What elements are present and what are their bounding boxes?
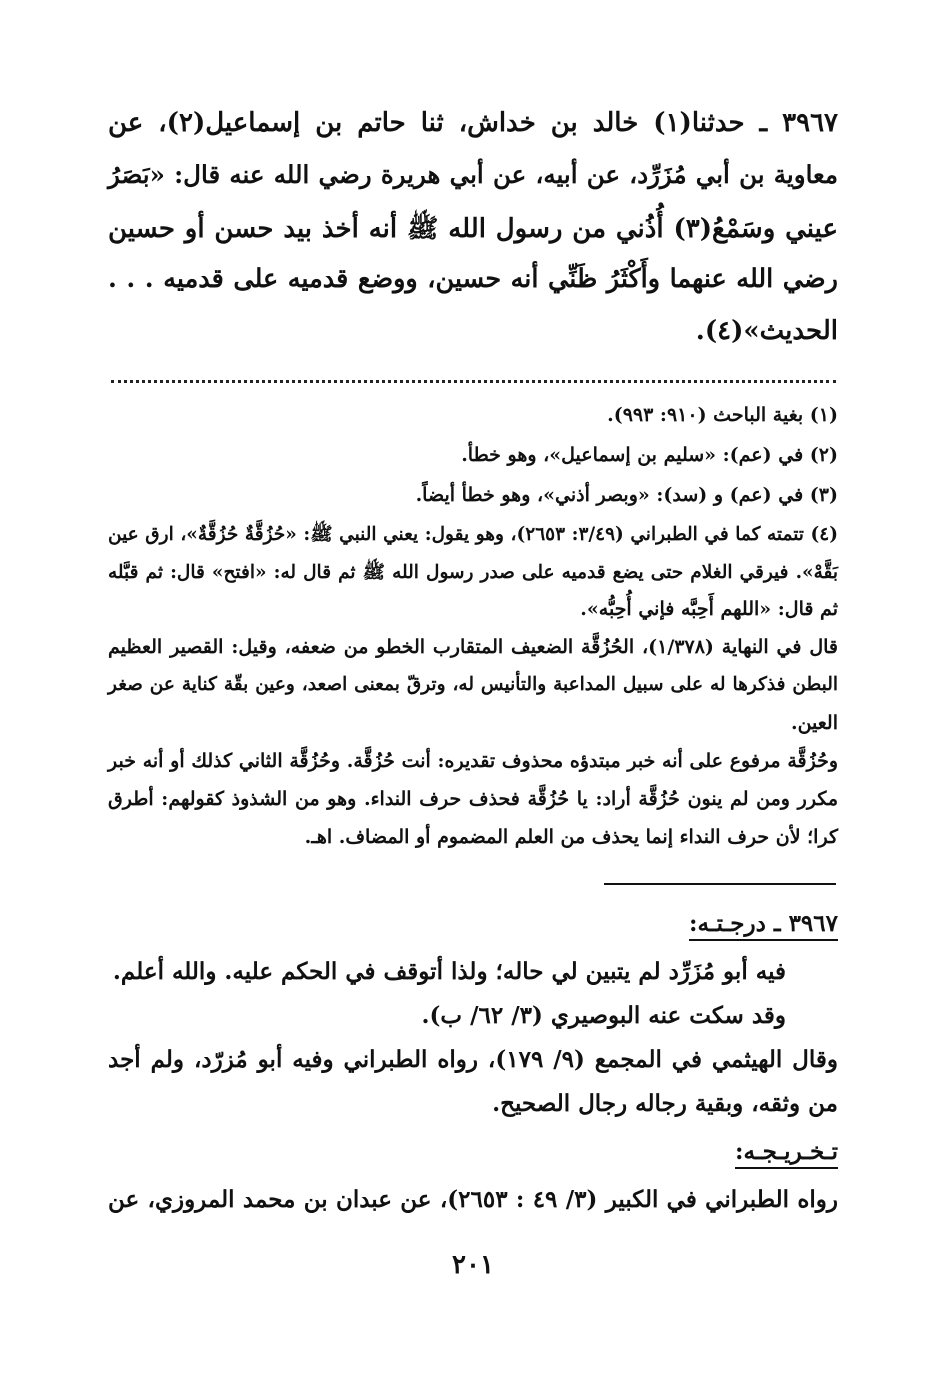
takhrij-line-1: رواه الطبراني في الكبير (٣/ ٤٩ : ٢٦٥٣)، عن عبدان بن محمد المروزي، عن bbox=[108, 1186, 838, 1213]
grade-line-4: من وثقه، وبقية رجاله رجال الصحيح. bbox=[492, 1090, 838, 1117]
hadith-line-1: ٣٩٦٧ ـ حدثنا(١) خالد بن خداش، ثنا حاتم بن إسماعيل(٢)، عن bbox=[108, 108, 838, 138]
grade-heading bbox=[108, 910, 838, 937]
takhrij-heading-text: تـخـريـجـه: bbox=[735, 1138, 838, 1169]
hadith-line-2: معاوية بن أبي مُزَرِّد، عن أبيه، عن أبي هريرة رضي الله عنه قال: «بَصَرُ bbox=[108, 160, 838, 189]
note-grammar-line-2: مكرر ومن لم ينون حُزُقَّة أراد: يا حُزُقَّة فحذف حرف النداء. وهو من الشذوذ كقولهم: أطرق bbox=[108, 788, 838, 810]
footnote-2: (٢) في (عم): «سليم بن إسماعيل»، وهو خطأ. bbox=[461, 444, 838, 466]
section-rule bbox=[604, 883, 836, 885]
grade-line-1: فيه أبو مُزَرِّد لم يتبين لي حاله؛ ولذا أتوقف في الحكم عليه. والله أعلم. bbox=[112, 958, 786, 985]
note-nihaya-line-3: العين. bbox=[790, 712, 838, 734]
takhrij-heading bbox=[108, 1138, 838, 1165]
footnote-1: (١) بغية الباحث (٩١٠: ٩٩٣). bbox=[607, 404, 838, 426]
grade-line-3: وقال الهيثمي في المجمع (٩/ ١٧٩)، رواه الطبراني وفيه أبو مُزرّد، ولم أجد bbox=[108, 1046, 838, 1073]
note-grammar-line-1: وحُزُقَّة مرفوع على أنه خبر مبتدؤه محذوف تقديره: أنت حُزُقَّة. وحُزُقَّة الثاني كذلك أو أنه خبر bbox=[108, 750, 838, 772]
hadith-line-3: عيني وسَمْعُ(٣) أُذُني من رسول الله ﷺ أنه أخذ بيد حسن أو حسين bbox=[108, 214, 838, 244]
note-grammar-line-3: كرا؛ لأن حرف النداء إنما يحذف من العلم المضموم أو المضاف. اهـ. bbox=[304, 826, 838, 848]
note-nihaya-line-2: البطن فذكرها له على سبيل المداعبة والتأنيس له، وترقّ بمعنى اصعد، وعين بقّة كناية عن صغر bbox=[108, 674, 838, 695]
grade-line-2: وقد سكت عنه البوصيري (٣/ ٦٢/ ب). bbox=[421, 1002, 786, 1029]
footnote-4-line-3: ثم قال: «اللهم أَحِبَّه فإني أُحِبُّه». bbox=[580, 598, 838, 620]
note-nihaya-line-1: قال في النهاية (١/٣٧٨)، الحُزُقَّة الضعيف المتقارب الخطو من ضعفه، وقيل: القصير العظيم bbox=[108, 636, 838, 658]
footnote-4-line-1: (٤) تتمته كما في الطبراني (٣/٤٩: ٢٦٥٣)، وهو يقول: يعني النبي ﷺ: «حُزُقَّةٌ حُزُقَّةٌ»، ارق عين bbox=[108, 524, 838, 545]
grade-heading-text: ٣٩٦٧ ـ درجـتـه: bbox=[689, 910, 838, 941]
hadith-line-5: الحديث»(٤). bbox=[695, 316, 838, 346]
page-number: ٢٠١ bbox=[452, 1250, 494, 1280]
hadith-line-4: رضي الله عنهما وأَكْثَرُ ظَنِّي أنه حسين، ووضع قدميه على قدميه . . . bbox=[108, 264, 838, 294]
footnote-3: (٣) في (عم) و (سد): «وبصر أذني»، وهو خطأ أيضاً. bbox=[415, 484, 838, 506]
footnote-separator bbox=[111, 380, 836, 385]
footnote-4-line-2: بَقَّهْ». فيرقي الغلام حتى يضع قدميه على صدر رسول الله ﷺ ثم قال له: «افتح» قال: ثم قبَّله bbox=[108, 562, 838, 583]
